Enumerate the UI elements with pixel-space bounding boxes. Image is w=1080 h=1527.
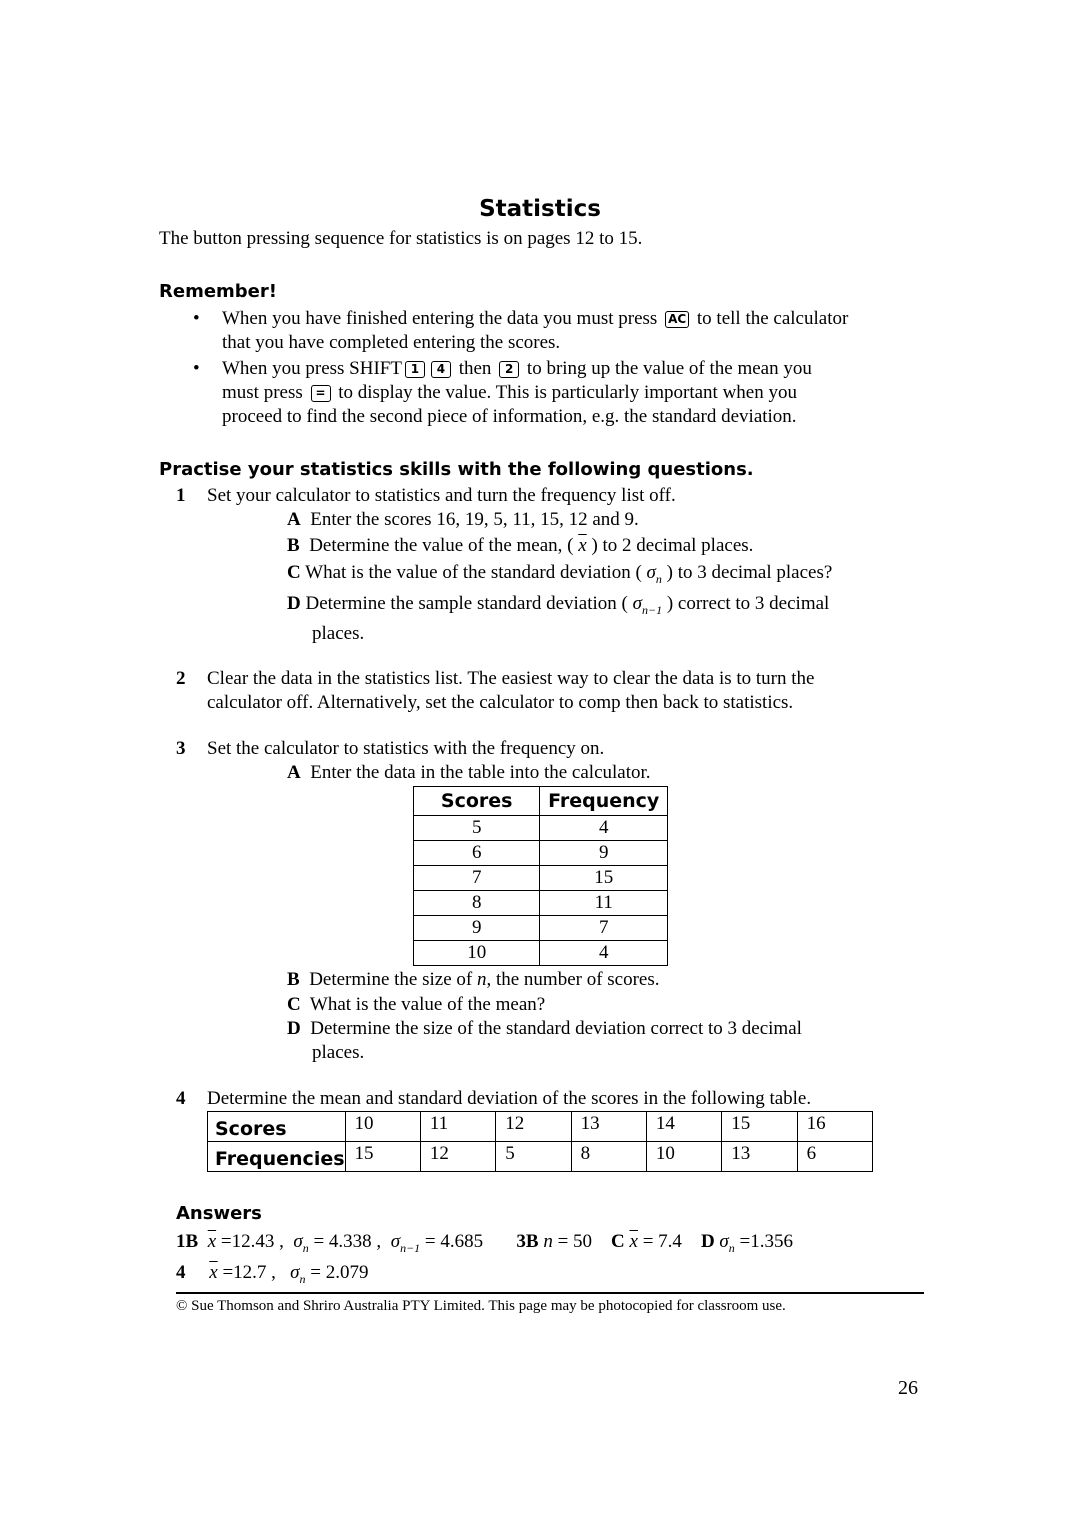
bullet-dot: • (193, 308, 200, 329)
table-cell: 16 (797, 1112, 872, 1142)
q3-d-text: Determine the size of the standard deviation correct to 3 decimal (310, 1018, 802, 1039)
answer-value: =12.43 , (220, 1231, 284, 1252)
bullet-dot: • (193, 358, 200, 379)
answer-label: C (611, 1231, 625, 1252)
sigma-symbol: σ (719, 1231, 729, 1252)
q1-d-text-b: ) correct to 3 decimal (666, 593, 830, 614)
scores-frequencies-row-table (207, 1111, 873, 1172)
table-cell: 4 (540, 816, 668, 841)
bullet-2-text-b: to bring up the value of the mean you (526, 358, 812, 379)
q1-b-text-a: Determine the value of the mean, ( (309, 535, 574, 556)
table-cell: 10 (646, 1142, 721, 1172)
answer-value: = 4.685 (424, 1231, 484, 1252)
table-header-row (414, 787, 668, 816)
bullet-1-text-a: When you have finished entering the data you must press (222, 308, 658, 329)
bullet-2-then: then (458, 358, 492, 379)
practise-heading: Practise your statistics skills with the following questions. (159, 459, 754, 480)
bullet-1-text-b: to tell the calculator (696, 308, 849, 329)
table-cell: 5 (496, 1142, 571, 1172)
table-cell: 15 (722, 1112, 797, 1142)
table-cell: 15 (345, 1142, 420, 1172)
mean-symbol: $\overline{x}$ (578, 535, 587, 556)
table-row (414, 941, 668, 966)
table-cell: 11 (540, 891, 668, 916)
table-cell: 13 (722, 1142, 797, 1172)
table-cell: 12 (496, 1112, 571, 1142)
q1-c-text-a: What is the value of the standard deviation ( (305, 562, 642, 583)
question-number: 4 (176, 1088, 186, 1109)
part-label: C (287, 994, 301, 1015)
equals-key-icon: = (311, 385, 331, 402)
part-label: D (287, 1018, 301, 1039)
scores-frequency-table (413, 786, 668, 966)
table-cell: 14 (646, 1112, 721, 1142)
table-cell: 4 (540, 941, 668, 966)
q2-line-2: calculator off. Alternatively, set the calculator to comp then back to statistics. (207, 692, 794, 713)
q3-c-text: What is the value of the mean? (309, 994, 546, 1015)
key-1-icon: 1 (405, 361, 425, 378)
q3-part-c (287, 993, 545, 1017)
table-row (414, 891, 668, 916)
answer-label: 4 (176, 1262, 186, 1283)
q3-d-line-2: places. (312, 1042, 365, 1063)
part-label: D (287, 593, 301, 614)
question-number: 3 (176, 738, 186, 759)
table-row (414, 816, 668, 841)
table-cell: 9 (414, 916, 540, 941)
table-cell: 6 (797, 1142, 872, 1172)
q1-b-text-b: ) to 2 decimal places. (591, 535, 754, 556)
answer-value: = 2.079 (310, 1262, 369, 1283)
q1-c-text-b: ) to 3 decimal places? (666, 562, 833, 583)
table-cell: 15 (540, 866, 668, 891)
row-header-cell: Frequencies (208, 1142, 346, 1172)
q1-part-d (287, 592, 829, 622)
part-label: C (287, 562, 301, 583)
remember-heading: Remember! (159, 281, 277, 302)
question-number: 1 (176, 485, 186, 506)
q1-d-line-2: places. (312, 623, 365, 644)
part-label: A (287, 509, 301, 530)
q1-part-a (287, 508, 639, 532)
sigma-symbol: σ (632, 593, 642, 614)
table-row (208, 1142, 873, 1172)
q1-text: Set your calculator to statistics and turn the frequency list off. (207, 485, 676, 506)
bullet-2-line-3: proceed to find the second piece of information, e.g. the standard deviation. (222, 406, 797, 427)
table-cell: 9 (540, 841, 668, 866)
table-row (208, 1112, 873, 1142)
part-label: A (287, 762, 301, 783)
q3-part-d (287, 1017, 802, 1041)
table-row (414, 866, 668, 891)
table-cell: 11 (420, 1112, 495, 1142)
table-cell: 8 (414, 891, 540, 916)
answer-value: =12.7 , (222, 1262, 276, 1283)
sigma-symbol: σ (293, 1231, 303, 1252)
row-header-cell: Scores (208, 1112, 346, 1142)
key-4-icon: 4 (431, 361, 451, 378)
sigma-subscript: n (302, 1241, 309, 1255)
sigma-subscript: n (728, 1241, 735, 1255)
q1-part-b (287, 534, 753, 558)
sigma-subscript: n (299, 1272, 306, 1286)
table-cell: 8 (571, 1142, 646, 1172)
sigma-symbol: σ (290, 1262, 300, 1283)
mean-symbol: $\overline{x}$ (207, 1231, 217, 1252)
bullet-2-text-a: When you press SHIFT (222, 358, 402, 379)
answers-line-2 (176, 1261, 369, 1291)
table-row (414, 916, 668, 941)
q2-line-1: Clear the data in the statistics list. The easiest way to clear the data is to turn the (207, 668, 815, 689)
answer-value: =1.356 (739, 1231, 794, 1252)
answer-label: D (700, 1231, 715, 1252)
bullet-2-line-2 (222, 381, 797, 405)
answers-line-1 (176, 1230, 793, 1260)
sigma-subscript: n−1 (400, 1241, 421, 1255)
answer-label: 1B (176, 1231, 199, 1252)
table-row (414, 841, 668, 866)
q3-a-text: Enter the data in the table into the calculator. (310, 762, 651, 783)
bullet-2-text-d: to display the value. This is particularly important when you (338, 382, 797, 403)
mean-symbol: $\overline{x}$ (629, 1231, 638, 1252)
table-cell: 5 (414, 816, 540, 841)
answer-value: = 4.338 , (313, 1231, 382, 1252)
sigma-subscript: n (655, 572, 662, 586)
table-header-cell: Scores (414, 787, 540, 816)
table-cell: 7 (540, 916, 668, 941)
q3-part-a (287, 761, 651, 785)
bullet-2-line-1 (222, 357, 812, 381)
sigma-symbol: σ (646, 562, 656, 583)
n-symbol: n (476, 969, 487, 990)
ac-key-icon: AC (665, 311, 689, 328)
answers-heading: Answers (176, 1203, 262, 1224)
table-cell: 10 (414, 941, 540, 966)
intro-text: The button pressing sequence for statistics is on pages 12 to 15. (159, 228, 643, 249)
q1-a-text: Enter the scores 16, 19, 5, 11, 15, 12 and 9. (310, 509, 639, 530)
bullet-1-line-2: that you have completed entering the scores. (222, 332, 561, 353)
q3-part-b (287, 968, 660, 992)
q3-b-text-b: , the number of scores. (486, 969, 660, 990)
question-number: 2 (176, 668, 186, 689)
answer-value: = 50 (557, 1231, 593, 1252)
mean-symbol: $\overline{x}$ (209, 1262, 218, 1283)
table-cell: 10 (345, 1112, 420, 1142)
part-label: B (287, 969, 300, 990)
q4-text: Determine the mean and standard deviation of the scores in the following table. (207, 1088, 812, 1109)
key-2-icon: 2 (499, 361, 519, 378)
q3-text: Set the calculator to statistics with the frequency on. (207, 738, 605, 759)
table-header-cell: Frequency (540, 787, 668, 816)
q1-part-c (287, 561, 832, 591)
table-cell: 7 (414, 866, 540, 891)
q1-d-text-a: Determine the sample standard deviation ( (305, 593, 628, 614)
table-cell: 13 (571, 1112, 646, 1142)
table-cell: 6 (414, 841, 540, 866)
sigma-symbol: σ (390, 1231, 401, 1252)
part-label: B (287, 535, 300, 556)
table-cell: 12 (420, 1142, 495, 1172)
copyright-footer: © Sue Thomson and Shriro Australia PTY Limited. This page may be photocopied for classroom use. (176, 1298, 786, 1314)
answer-label: 3B (516, 1231, 539, 1252)
answer-value: = 7.4 (642, 1231, 682, 1252)
bullet-1-line-1 (222, 307, 848, 331)
bullet-2-text-c: must press (222, 382, 303, 403)
n-symbol: n (543, 1231, 553, 1252)
sigma-subscript: n−1 (641, 603, 663, 617)
page-title: Statistics (479, 196, 601, 222)
q3-b-text-a: Determine the size of (309, 969, 473, 990)
page-number: 26 (898, 1377, 918, 1399)
